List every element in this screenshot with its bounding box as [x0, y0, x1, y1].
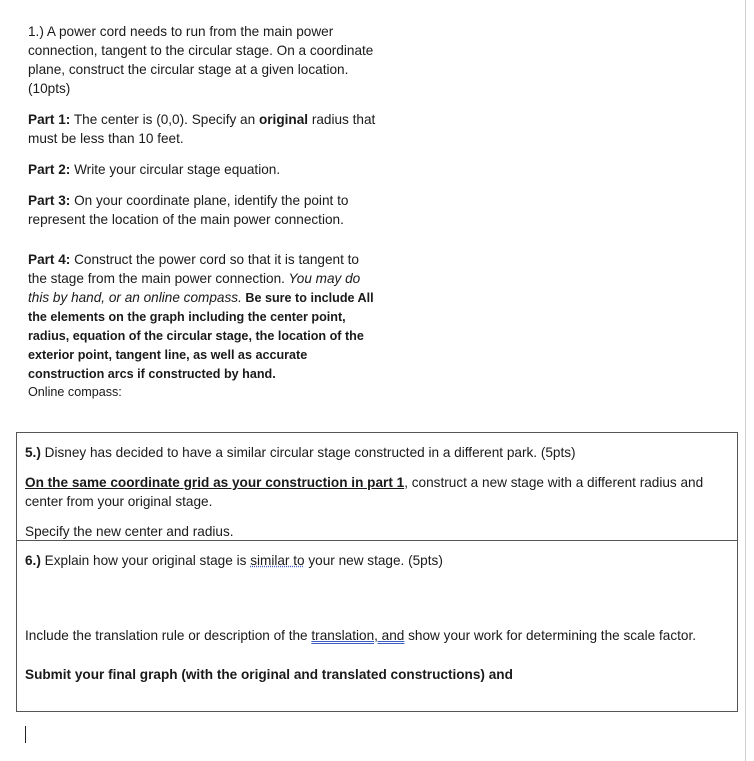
part-3 [28, 191, 378, 229]
q5-label: 5.) [25, 445, 41, 460]
q6-text-b: your new stage. (5pts) [304, 553, 443, 568]
q5-text: Disney has decided to have a similar circular stage constructed in a different park. (5pts) [40, 445, 576, 460]
questions-table [16, 432, 738, 712]
part-4-label: Part 4: [28, 252, 71, 267]
text-cursor [25, 726, 26, 743]
q5-instruction [25, 473, 729, 511]
online-compass [28, 383, 378, 402]
part-4-text: Construct the power cord so that it is tangent to the stage from the main power connection. [28, 252, 359, 286]
part-4-italic: You may do this by hand, or an online compass. [28, 271, 361, 305]
part-3-text: On your coordinate plane, identify the point to represent the location of the main power connection. [28, 193, 349, 227]
q5-specify-text: Specify the new center and radius. [25, 524, 234, 539]
q6-similar-to: similar to [250, 553, 305, 568]
q6-title [25, 551, 729, 570]
part-1-label: Part 1: [28, 112, 71, 127]
part-4 [28, 250, 378, 383]
q6-translation-and: translation, and [311, 628, 405, 643]
part-2-text: Write your circular stage equation. [70, 162, 281, 177]
q5-specify [25, 522, 729, 541]
q6-include-b: show your work for determining the scale factor. [404, 628, 697, 643]
q5-underlined-bold: On the same coordinate grid as your construction in part 1 [25, 475, 405, 490]
part-2 [28, 160, 378, 179]
part-2-label: Part 2: [28, 162, 71, 177]
q6-text-a: Explain how your original stage is [40, 553, 251, 568]
question-5-cell [17, 433, 737, 541]
q6-include [25, 626, 729, 645]
part-1 [28, 110, 378, 148]
q5-title [25, 443, 729, 462]
part-4-bold-note: Be sure to include All the elements on the graph including the center point, radius, equation of the circular stage, the location of the exterior point, tangent line, as well as accurate construction arcs if constructed by hand. [28, 291, 374, 381]
part-1-bold: original [258, 112, 309, 127]
part-3-label: Part 3: [28, 193, 71, 208]
q6-label: 6.) [25, 553, 41, 568]
question-1 [28, 22, 378, 402]
online-compass-text: Online compass: [28, 385, 122, 399]
q6-include-a: Include the translation rule or description of the [25, 628, 312, 643]
page-edge [745, 0, 746, 761]
q5-rest: , construct a new stage with a different radius and center from your original stage. [25, 475, 704, 509]
part-1-text-b: radius that must be less than 10 feet. [28, 112, 376, 146]
q1-intro-text: 1.) A power cord needs to run from the main power connection, tangent to the circular stage. On a coordinate plane, construct the circular stage at a given location. (10pts) [28, 24, 374, 96]
q6-submit [25, 665, 729, 684]
q1-intro [28, 22, 378, 98]
question-6-cell [17, 541, 737, 711]
part-1-text-a: The center is (0,0). Specify an [70, 112, 259, 127]
q6-submit-text: Submit your final graph (with the original and translated constructions) and [25, 667, 513, 682]
